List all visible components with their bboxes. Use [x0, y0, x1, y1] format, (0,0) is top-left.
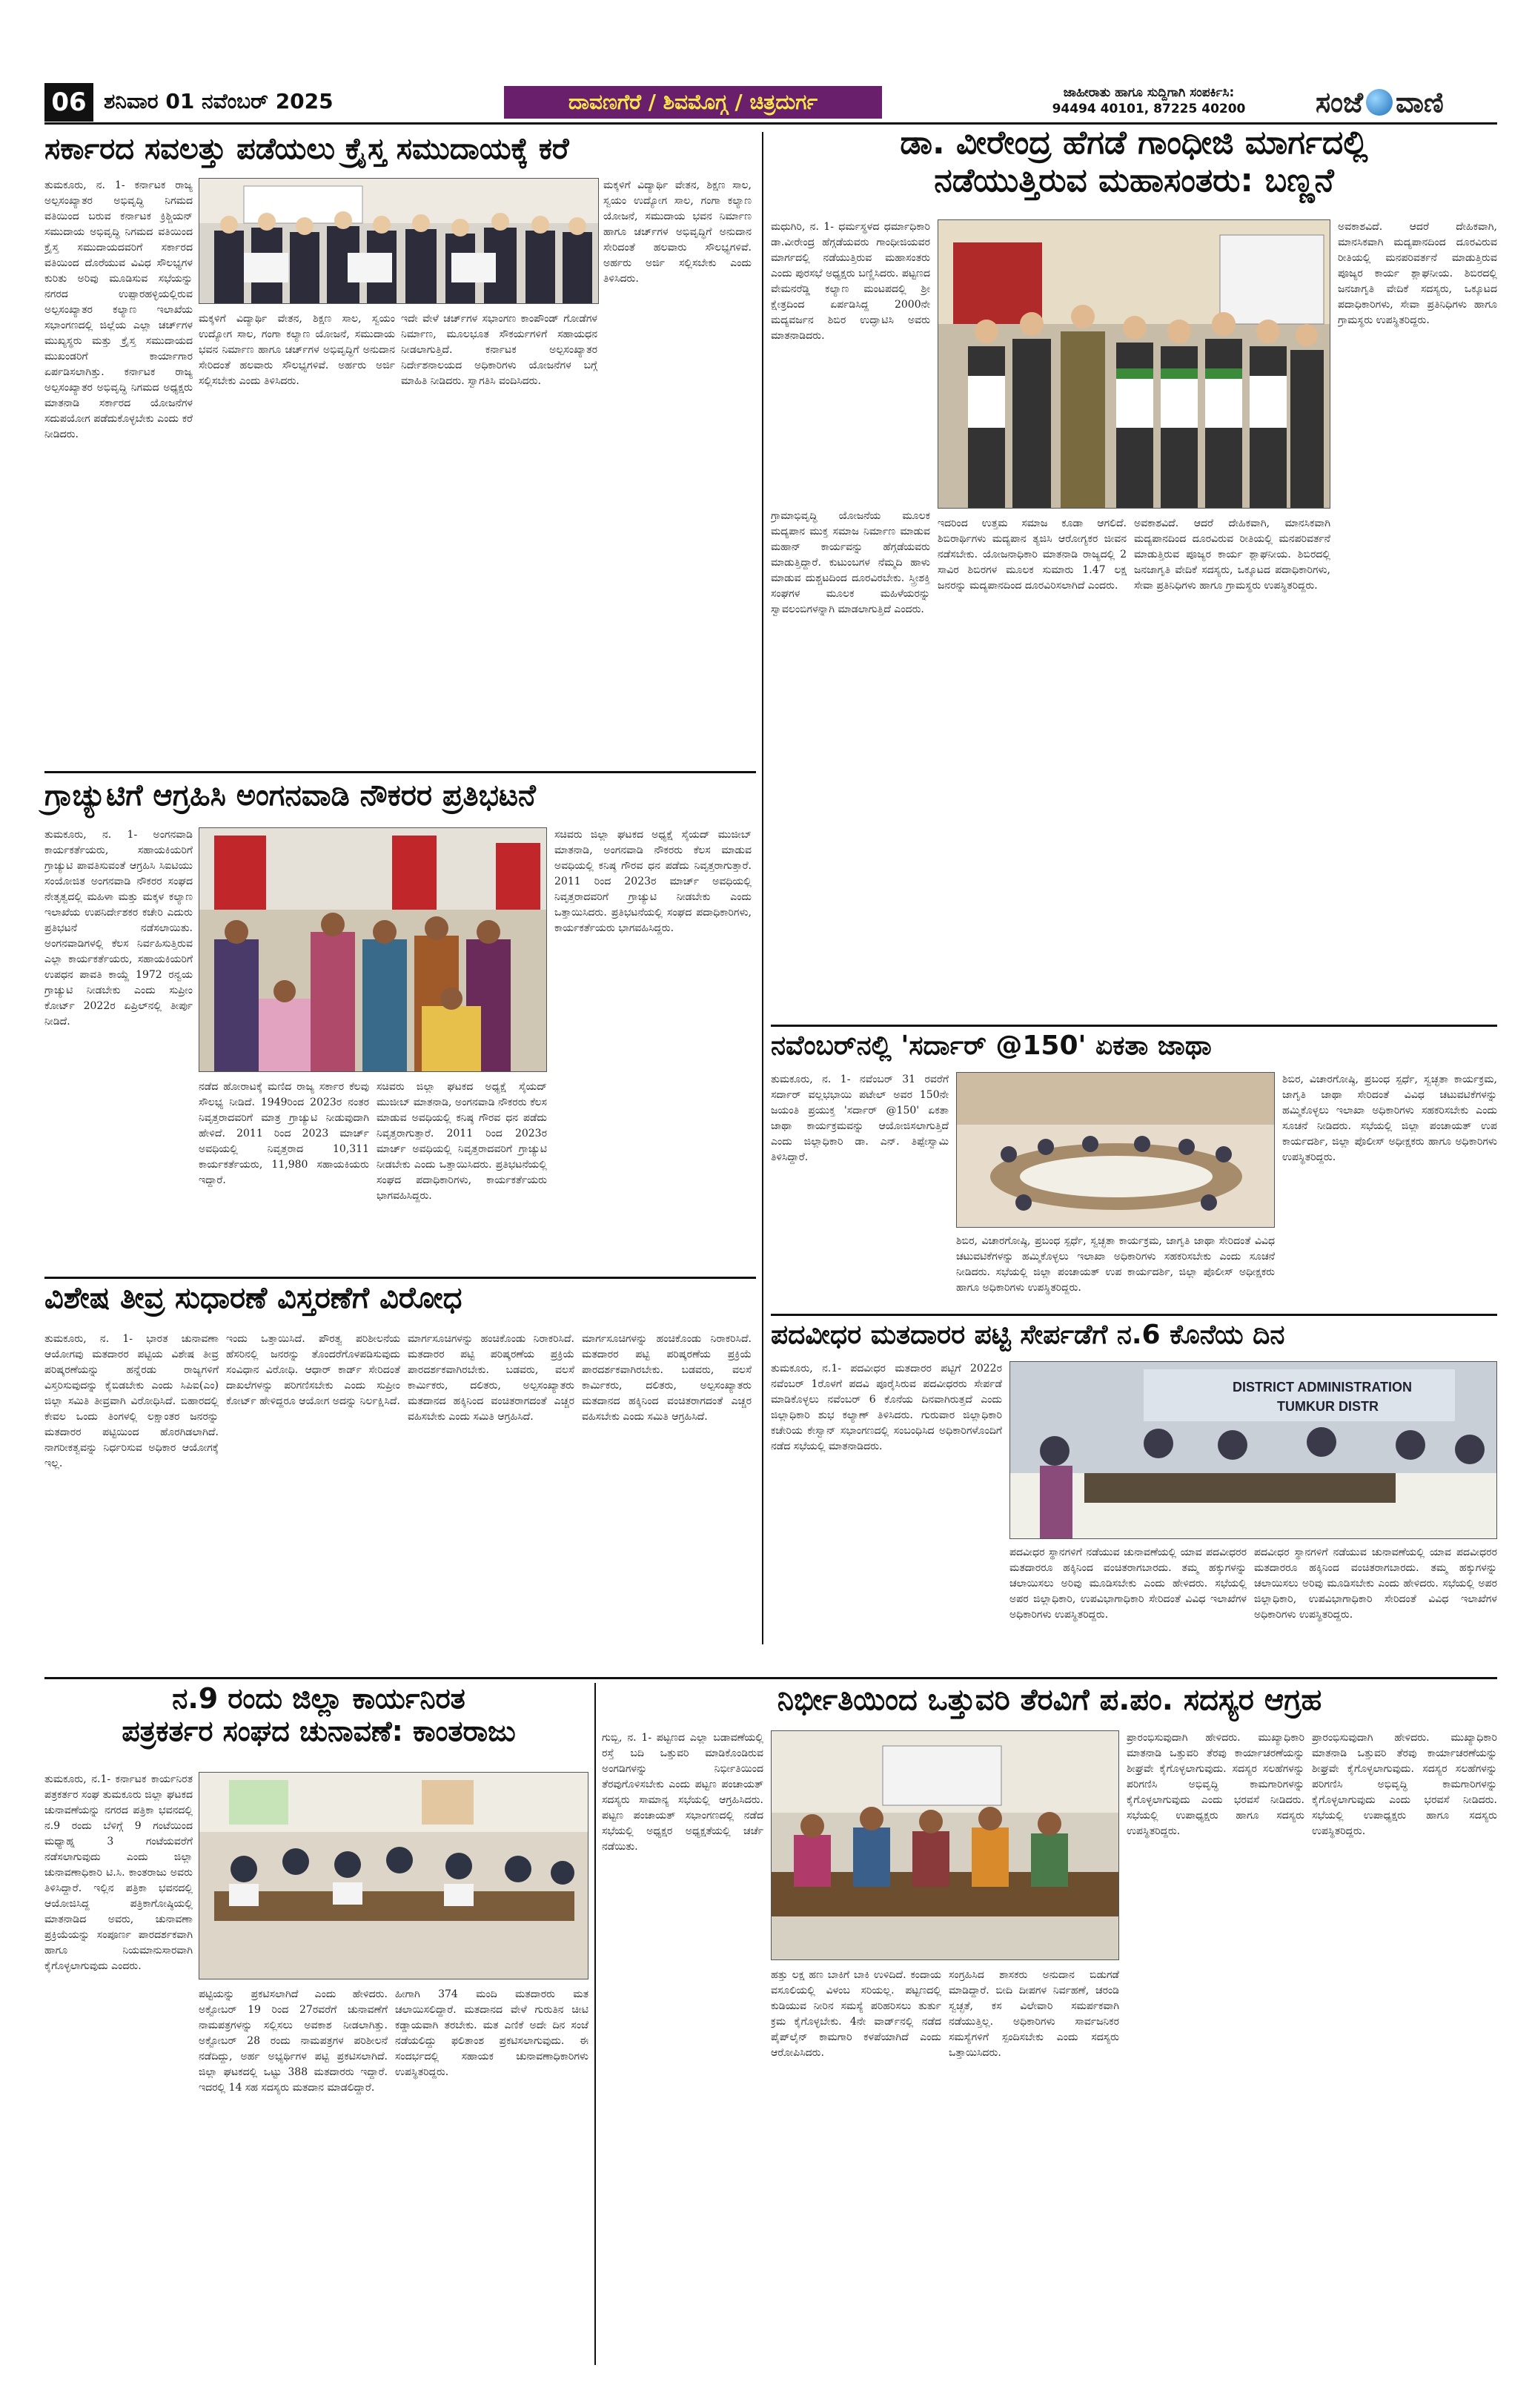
sardar-body-col-3: ಶಿಬಿರ, ವಿಚಾರಗೋಷ್ಠಿ, ಪ್ರಬಂಧ ಸ್ಪರ್ಧೆ, ಸ್ವಚ್ಛತಾ ಕಾರ್ಯಕ್ರಮ, ಜಾಗೃತಿ ಜಾಥಾ ಸೇರಿದಂತೆ ವಿವಿಧ ಚಟುವಟಿಕೆಗಳನ್ನು ಹಮ್ಮಿಕೊಳ್ಳಲು ಇಲಾಖಾ ಅಧಿಕಾರಿಗಳು ಸಹಕರಿಸಬೇಕು ಎಂದು ಸೂಚನೆ ನೀಡಿದರು. ಸಭೆಯಲ್ಲಿ ಜಿಲ್ಲಾ ಪಂಚಾಯತ್ ಉಪ ಕಾರ್ಯದರ್ಶಿ, ಜಿಲ್ಲಾ ಪೊಲೀಸ್ ಅಧೀಕ್ಷಕರು ಹಾಗೂ ಅಧಿಕಾರಿಗಳು ಉಪಸ್ಥಿತರಿದ್ದರು. [1282, 1074, 1497, 1163]
contact-info [1001, 85, 1297, 117]
hegde-body-col-3: ಇದರಿಂದ ಉತ್ತಮ ಸಮಾಜ ಕೂಡಾ ಆಗಲಿದೆ. ಶಿಬಿರಾರ್ಥಿಗಳು ಮದ್ಯಪಾನ ತ್ಯಜಿಸಿ ಆರೋಗ್ಯಕರ ಜೀವನ ನಡೆಸಬೇಕು. ಯೋಜನಾಧಿಕಾರಿ ಮಾತನಾಡಿ ರಾಜ್ಯದಲ್ಲಿ 2 ಸಾವಿರ ಶಿಬಿರಗಳ ಮೂಲಕ ಸುಮಾರು 1.47 ಲಕ್ಷ ಜನರನ್ನು ಮದ್ಯಪಾನದಿಂದ ದೂರವಿರಿಸಲಾಗಿದೆ ಎಂದರು. [938, 517, 1127, 592]
sir-body-col-2: ಇಂದು ಒತ್ತಾಯಿಸಿದೆ. ಪೌರತ್ವ ಪರಿಶೀಲನೆಯ ಹೆಸರಿನಲ್ಲಿ ಜನರನ್ನು ತೊಂದರೆಗೊಳಪಡಿಸುವುದು ಸಂವಿಧಾನ ವಿರೋಧಿ. ಆಧಾರ್ ಕಾರ್ಡ್ ಸೇರಿದಂತೆ ದಾಖಲೆಗಳನ್ನು ಪರಿಗಣಿಸಬೇಕು ಎಂದು ಸುಪ್ರೀಂ ಕೋರ್ಟ್ ಹೇಳಿದ್ದರೂ ಆಯೋಗ ಅದನ್ನು ನಿರ್ಲಕ್ಷಿಸಿದೆ. [226, 1333, 400, 1407]
sir-body-col-4: ಮಾರ್ಗಸೂಚಿಗಳನ್ನು ಹಂಚಿಕೊಂಡು ನಿರಾಕರಿಸಿದೆ. ಮತದಾರರ ಪಟ್ಟಿ ಪರಿಷ್ಕರಣೆಯ ಪ್ರಕ್ರಿಯೆ ಪಾರದರ್ಶಕವಾಗಿರಬೇಕು. ಬಡವರು, ವಲಸೆ ಕಾರ್ಮಿಕರು, ದಲಿತರು, ಅಲ್ಪಸಂಖ್ಯಾತರು ಮತದಾನದ ಹಕ್ಕಿನಿಂದ ವಂಚಿತರಾಗದಂತೆ ಎಚ್ಚರ ವಹಿಸಬೇಕು ಎಂದು ಸಮಿತಿ ಆಗ್ರಹಿಸಿದೆ. [582, 1333, 752, 1423]
hegde-headline-line-2: ನಡೆಯುತ್ತಿರುವ ಮಹಾಸಂತರು: ಬಣ್ಣನೆ [934, 161, 1334, 199]
voters-body-col-2: ಪದವೀಧರ ಸ್ಥಾನಗಳಿಗೆ ನಡೆಯುವ ಚುನಾವಣೆಯಲ್ಲಿ ಯಾವ ಪದವೀಧರರ ಮತದಾರರೂ ಹಕ್ಕಿನಿಂದ ವಂಚಿತರಾಗಬಾರದು. ತಮ್ಮ ಹಕ್ಕುಗಳನ್ನು ಚಲಾಯಿಸಲು ಅರಿವು ಮೂಡಿಸಬೇಕು ಎಂದು ಹೇಳಿದರು. ಸಭೆಯಲ್ಲಿ ಅಪರ ಜಿಲ್ಲಾಧಿಕಾರಿ, ಉಪವಿಭಾಗಾಧಿಕಾರಿ ಸೇರಿದಂತೆ ವಿವಿಧ ಇಲಾಖೆಗಳ ಅಧಿಕಾರಿಗಳು ಉಪಸ್ಥಿತರಿದ್ದರು. [1009, 1547, 1247, 1621]
hegde-headline [771, 125, 1497, 199]
newspaper-logo [1316, 83, 1497, 122]
voters-body-col-3: ಪದವೀಧರ ಸ್ಥಾನಗಳಿಗೆ ನಡೆಯುವ ಚುನಾವಣೆಯಲ್ಲಿ ಯಾವ ಪದವೀಧರರ ಮತದಾರರೂ ಹಕ್ಕಿನಿಂದ ವಂಚಿತರಾಗಬಾರದು. ತಮ್ಮ ಹಕ್ಕುಗಳನ್ನು ಚಲಾಯಿಸಲು ಅರಿವು ಮೂಡಿಸಬೇಕು ಎಂದು ಹೇಳಿದರು. ಸಭೆಯಲ್ಲಿ ಅಪರ ಜಿಲ್ಲಾಧಿಕಾರಿ, ಉಪವಿಭಾಗಾಧಿಕಾರಿ ಸೇರಿದಂತೆ ವಿವಿಧ ಇಲಾಖೆಗಳ ಅಧಿಕಾರಿಗಳು ಉಪಸ್ಥಿತರಿದ್ದರು. [1254, 1547, 1497, 1621]
encroach-body-col-4: ಪ್ರಾರಂಭಿಸುವುದಾಗಿ ಹೇಳಿದರು. ಮುಖ್ಯಾಧಿಕಾರಿ ಮಾತನಾಡಿ ಒತ್ತುವರಿ ತೆರವು ಕಾರ್ಯಾಚರಣೆಯನ್ನು ಶೀಘ್ರವೇ ಕೈಗೊಳ್ಳಲಾಗುವುದು. ಸದಸ್ಯರ ಸಲಹೆಗಳನ್ನು ಪರಿಗಣಿಸಿ ಅಭಿವೃದ್ಧಿ ಕಾಮಗಾರಿಗಳನ್ನು ಕೈಗೊಳ್ಳಲಾಗುವುದು ಎಂದು ಭರವಸೆ ನೀಡಿದರು. ಸಭೆಯಲ್ಲಿ ಉಪಾಧ್ಯಕ್ಷರು ಹಾಗೂ ಸದಸ್ಯರು ಉಪಸ್ಥಿತರಿದ್ದರು. [1127, 1732, 1304, 1837]
press-body-col-1: ತುಮಕೂರು, ನ.1- ಕರ್ನಾಟಕ ಕಾರ್ಯನಿರತ ಪತ್ರಕರ್ತರ ಸಂಘ ತುಮಕೂರು ಜಿಲ್ಲಾ ಘಟಕದ ಚುನಾವಣೆಯನ್ನು ನಗರದ ಪತ್ರಿಕಾ ಭವನದಲ್ಲಿ ನ.9 ರಂದು ಬೆಳಿಗ್ಗೆ 9 ಗಂಟೆಯಿಂದ ಮಧ್ಯಾಹ್ನ 3 ಗಂಟೆಯವರೆಗೆ ನಡೆಸಲಾಗುವುದು ಎಂದು ಜಿಲ್ಲಾ ಚುನಾವಣಾಧಿಕಾರಿ ಟಿ.ಸಿ. ಕಾಂತರಾಜು ಅವರು ತಿಳಿಸಿದ್ದಾರೆ. ಇಲ್ಲಿನ ಪತ್ರಿಕಾ ಭವನದಲ್ಲಿ ಆಯೋಜಿಸಿದ್ದ ಪತ್ರಿಕಾಗೋಷ್ಠಿಯಲ್ಲಿ ಮಾತನಾಡಿದ ಅವರು, ಚುನಾವಣಾ ಪ್ರಕ್ರಿಯೆಯನ್ನು ಸಂಪೂರ್ಣ ಪಾರದರ್ಶಕವಾಗಿ ಹಾಗೂ ನಿಯಮಾನುಸಾರವಾಗಿ ಕೈಗೊಳ್ಳಲಾಗುವುದು ಎಂದರು. [44, 1773, 193, 1972]
divider-horizontal [44, 1677, 1497, 1679]
anganwadi-body-col-2: ನಡೆದ ಹೋರಾಟಕ್ಕೆ ಮಣಿದ ರಾಜ್ಯ ಸರ್ಕಾರ ಕೆಲವು ಸೌಲಭ್ಯ ನೀಡಿದೆ. 1949ರಿಂದ 2023ರ ನಂತರ ನಿವೃತ್ತರಾದವರಿಗೆ ಮಾತ್ರ ಗ್ರಾಚ್ಯುಟಿ ನೀಡುವುದಾಗಿ ಹೇಳಿದೆ. 2011 ರಿಂದ 2023 ಮಾರ್ಚ್ ಅವಧಿಯಲ್ಲಿ ನಿವೃತ್ತರಾದ 10,311 ಕಾರ್ಯಕರ್ತೆಯರು, 11,980 ಸಹಾಯಕಿಯರು ಇದ್ದಾರೆ. [199, 1081, 369, 1186]
encroach-headline: ನಿರ್ಭೀತಿಯಿಂದ ಒತ್ತುವರಿ ತೆರವಿಗೆ ಪ.ಪಂ. ಸದಸ್ಯರ ಆಗ್ರಹ [777, 1683, 1322, 1717]
sardar-body-col-1: ತುಮಕೂರು, ನ. 1- ನವೆಂಬರ್ 31 ರವರೆಗೆ ಸರ್ದಾರ್ ವಲ್ಲಭಭಾಯಿ ಪಟೇಲ್ ಅವರ 150ನೇ ಜಯಂತಿ ಪ್ರಯುಕ್ತ 'ಸರ್ದಾರ್ @150' ಏಕತಾ ಜಾಥಾ ಕಾರ್ಯಕ್ರಮವನ್ನು ಆಯೋಜಿಸಲಾಗುತ್ತಿದೆ ಎಂದು ಜಿಲ್ಲಾಧಿಕಾರಿ ಡಾ. ಎನ್. ತಿಪ್ಪೇಸ್ವಾಮಿ ತಿಳಿಸಿದ್ದಾರೆ. [771, 1074, 949, 1163]
edition-banner: ದಾವಣಗೆರೆ / ಶಿವಮೊಗ್ಗ / ಚಿತ್ರದುರ್ಗ [504, 86, 882, 119]
hegde-photo [938, 219, 1330, 509]
encroach-body-col-5: ಪ್ರಾರಂಭಿಸುವುದಾಗಿ ಹೇಳಿದರು. ಮುಖ್ಯಾಧಿಕಾರಿ ಮಾತನಾಡಿ ಒತ್ತುವರಿ ತೆರವು ಕಾರ್ಯಾಚರಣೆಯನ್ನು ಶೀಘ್ರವೇ ಕೈಗೊಳ್ಳಲಾಗುವುದು. ಸದಸ್ಯರ ಸಲಹೆಗಳನ್ನು ಪರಿಗಣಿಸಿ ಅಭಿವೃದ್ಧಿ ಕಾಮಗಾರಿಗಳನ್ನು ಕೈಗೊಳ್ಳಲಾಗುವುದು ಎಂದು ಭರವಸೆ ನೀಡಿದರು. ಸಭೆಯಲ್ಲಿ ಉಪಾಧ್ಯಕ್ಷರು ಹಾಗೂ ಸದಸ್ಯರು ಉಪಸ್ಥಿತರಿದ್ದರು. [1312, 1732, 1497, 1837]
encroach-photo [771, 1730, 1119, 1960]
encroach-body-col-3: ಸಂಗ್ರಹಿಸಿದ ಶಾಸಕರು ಅನುದಾನ ಬಿಡುಗಡೆ ಮಾಡಿದ್ದಾರೆ. ಬೀದಿ ದೀಪಗಳ ನಿರ್ವಹಣೆ, ಚರಂಡಿ ಸ್ವಚ್ಛತೆ, ಕಸ ವಿಲೇವಾರಿ ಸಮರ್ಪಕವಾಗಿ ನಡೆಯುತ್ತಿಲ್ಲ. ಅಧಿಕಾರಿಗಳು ಸಾರ್ವಜನಿಕರ ಸಮಸ್ಯೆಗಳಿಗೆ ಸ್ಪಂದಿಸಬೇಕು ಎಂದು ಸದಸ್ಯರು ಒತ್ತಾಯಿಸಿದರು. [949, 1969, 1119, 2059]
sir-body-col-3: ಮಾರ್ಗಸೂಚಿಗಳನ್ನು ಹಂಚಿಕೊಂಡು ನಿರಾಕರಿಸಿದೆ. ಮತದಾರರ ಪಟ್ಟಿ ಪರಿಷ್ಕರಣೆಯ ಪ್ರಕ್ರಿಯೆ ಪಾರದರ್ಶಕವಾಗಿರಬೇಕು. ಬಡವರು, ವಲಸೆ ಕಾರ್ಮಿಕರು, ದಲಿತರು, ಅಲ್ಪಸಂಖ್ಯಾತರು ಮತದಾನದ ಹಕ್ಕಿನಿಂದ ವಂಚಿತರಾಗದಂತೆ ಎಚ್ಚರ ವಹಿಸಬೇಕು ಎಂದು ಸಮಿತಿ ಆಗ್ರಹಿಸಿದೆ. [408, 1333, 574, 1423]
encroach-body-col-2: ಹತ್ತು ಲಕ್ಷ ಹಣ ಬಾಕಿಗೆ ಬಾಕಿ ಉಳಿದಿದೆ. ಕಂದಾಯ ವಸೂಲಿಯಲ್ಲಿ ವಿಳಂಬ ಸರಿಯಲ್ಲ. ಪಟ್ಟಣದಲ್ಲಿ ಕುಡಿಯುವ ನೀರಿನ ಸಮಸ್ಯೆ ಪರಿಹರಿಸಲು ತುರ್ತು ಕ್ರಮ ಕೈಗೊಳ್ಳಬೇಕು. 4ನೇ ವಾರ್ಡ್‌ನಲ್ಲಿ ನಡೆದ ಪೈಪ್‌ಲೈನ್ ಕಾಮಗಾರಿ ಕಳಪೆಯಾಗಿದೆ ಎಂದು ಆರೋಪಿಸಿದರು. [771, 1969, 941, 2059]
hegde-body-col-5: ಅವಕಾಶವಿದೆ. ಆದರೆ ದೇಹಿಕವಾಗಿ, ಮಾನಸಿಕವಾಗಿ ಮದ್ಯಪಾನದಿಂದ ದೂರವಿರುವ ರೀತಿಯಲ್ಲಿ ಮನಪರಿವರ್ತನೆ ಮಾಡುತ್ತಿರುವ ಪೂಜ್ಯರ ಕಾರ್ಯ ಶ್ಲಾಘನೀಯ. ಶಿಬಿರದಲ್ಲಿ ಜನಜಾಗೃತಿ ವೇದಿಕೆ ಸದಸ್ಯರು, ಒಕ್ಕೂಟದ ಪದಾಧಿಕಾರಿಗಳು, ಸೇವಾ ಪ್ರತಿನಿಧಿಗಳು ಹಾಗೂ ಗ್ರಾಮಸ್ಥರು ಉಪಸ್ಥಿತರಿದ್ದರು. [1338, 221, 1497, 326]
anganwadi-photo [199, 827, 547, 1072]
encroach-body-col-1: ಗುಬ್ಬಿ, ನ. 1- ಪಟ್ಟಣದ ಎಲ್ಲಾ ಬಡಾವಣೆಯಲ್ಲಿ ರಸ್ತೆ ಬದಿ ಒತ್ತುವರಿ ಮಾಡಿಕೊಂಡಿರುವ ಅಂಗಡಿಗಳನ್ನು ನಿರ್ಭೀತಿಯಿಂದ ತೆರವುಗೊಳಿಸಬೇಕು ಎಂದು ಪಟ್ಟಣ ಪಂಚಾಯತ್ ಸದಸ್ಯರು ಸಾಮಾನ್ಯ ಸಭೆಯಲ್ಲಿ ಆಗ್ರಹಿಸಿದರು. ಪಟ್ಟಣ ಪಂಚಾಯತ್ ಸಭಾಂಗಣದಲ್ಲಿ ನಡೆದ ಸಭೆಯಲ್ಲಿ ಅಧ್ಯಕ್ಷರ ಅಧ್ಯಕ್ಷತೆಯಲ್ಲಿ ಚರ್ಚೆ ನಡೆಯಿತು. [602, 1732, 763, 1853]
press-body-col-3: ಹೀಗಾಗಿ 374 ಮಂದಿ ಮತದಾರರು ಮತ ಚಲಾಯಿಸಲಿದ್ದಾರೆ. ಮತದಾನದ ವೇಳೆ ಗುರುತಿನ ಚೀಟಿ ಕಡ್ಡಾಯವಾಗಿ ತರಬೇಕು. ಮತ ಎಣಿಕೆ ಅದೇ ದಿನ ಸಂಜೆ ನಡೆಯಲಿದ್ದು ಫಲಿತಾಂಶ ಪ್ರಕಟಿಸಲಾಗುವುದು. ಈ ಸಂದರ್ಭದಲ್ಲಿ ಸಹಾಯಕ ಚುನಾವಣಾಧಿಕಾರಿಗಳು ಉಪಸ್ಥಿತರಿದ್ದರು. [395, 1988, 588, 2078]
divider-horizontal [771, 1025, 1497, 1027]
divider-vertical [594, 1683, 596, 2365]
globe-icon [1366, 89, 1393, 116]
voters-headline: ಪದವೀಧರ ಮತದಾರರ ಪಟ್ಟಿ ಸೇರ್ಪಡೆಗೆ ನ.6 ಕೊನೆಯ ದಿನ [771, 1320, 1285, 1350]
divider-horizontal [44, 771, 756, 773]
sir-body-col-1: ತುಮಕೂರು, ನ. 1- ಭಾರತ ಚುನಾವಣಾ ಆಯೋಗವು ಮತದಾರರ ಪಟ್ಟಿಯ ವಿಶೇಷ ತೀವ್ರ ಪರಿಷ್ಕರಣೆಯನ್ನು ಹನ್ನೆರಡು ರಾಜ್ಯಗಳಿಗೆ ವಿಸ್ತರಿಸುವುದನ್ನು ಕೈಬಿಡಬೇಕು ಎಂದು ಸಿಪಿಐ(ಎಂ) ಜಿಲ್ಲಾ ಸಮಿತಿ ತೀವ್ರವಾಗಿ ವಿರೋಧಿಸಿದೆ. ಬಿಹಾರದಲ್ಲಿ ಕೇವಲ ಒಂದು ತಿಂಗಳಲ್ಲಿ ಲಕ್ಷಾಂತರ ಜನರನ್ನು ಮತದಾರರ ಪಟ್ಟಿಯಿಂದ ಹೊರಗಿಡಲಾಗಿದೆ. ನಾಗರೀಕತ್ವವನ್ನು ನಿರ್ಧರಿಸುವ ಅಧಿಕಾರ ಆಯೋಗಕ್ಕೆ ಇಲ್ಲ. [44, 1333, 219, 1469]
sardar-photo [956, 1072, 1275, 1228]
christian-body-col-2: ಮಕ್ಕಳಿಗೆ ವಿದ್ಯಾರ್ಥಿ ವೇತನ, ಶಿಕ್ಷಣ ಸಾಲ, ಸ್ವಯಂ ಉದ್ಯೋಗ ಸಾಲ, ಗಂಗಾ ಕಲ್ಯಾಣ ಯೋಜನೆ, ಸಮುದಾಯ ಭವನ ನಿರ್ಮಾಣ ಹಾಗೂ ಚರ್ಚ್‌ಗಳ ಅಭಿವೃದ್ಧಿಗೆ ಅನುದಾನ ಸೇರಿದಂತೆ ಹಲವಾರು ಸೌಲಭ್ಯಗಳಿವೆ. ಅರ್ಹರು ಅರ್ಜಿ ಸಲ್ಲಿಸಬೇಕು ಎಂದು ತಿಳಿಸಿದರು. [199, 313, 395, 387]
contact-line-2: 94494 40101, 87225 40200 [1052, 102, 1246, 116]
christian-body-col-3: ಇದೇ ವೇಳೆ ಚರ್ಚ್‌ಗಳ ಸಭಾಂಗಣ ಕಾಂಪೌಂಡ್ ಗೋಡೆಗಳ ನಿರ್ಮಾಣ, ಮೂಲಭೂತ ಸೌಕರ್ಯಗಳಿಗೆ ಸಹಾಯಧನ ನೀಡಲಾಗುತ್ತಿದೆ. ಕರ್ನಾಟಕ ಅಲ್ಪಸಂಖ್ಯಾತರ ನಿರ್ದೇಶನಾಲಯದ ಅಧಿಕಾರಿಗಳು ಯೋಜನೆಗಳ ಬಗ್ಗೆ ಮಾಹಿತಿ ನೀಡಿದರು. ಸ್ವಾಗತಿಸಿ ವಂದಿಸಿದರು. [401, 313, 597, 387]
hegde-photo-image [938, 220, 1330, 509]
page-number: 06 [44, 83, 93, 122]
christian-headline: ಸರ್ಕಾರದ ಸವಲತ್ತು ಪಡೆಯಲು ಕ್ರೈಸ್ತ ಸಮುದಾಯಕ್ಕೆ ಕರೆ [44, 132, 569, 166]
press-headline [44, 1683, 593, 1747]
contact-line-1: ಜಾಹೀರಾತು ಹಾಗೂ ಸುದ್ದಿಗಾಗಿ ಸಂಪರ್ಕಿಸಿ: [1063, 85, 1235, 100]
hegde-body-col-4: ಅವಕಾಶವಿದೆ. ಆದರೆ ದೇಹಿಕವಾಗಿ, ಮಾನಸಿಕವಾಗಿ ಮದ್ಯಪಾನದಿಂದ ದೂರವಿರುವ ರೀತಿಯಲ್ಲಿ ಮನಪರಿವರ್ತನೆ ಮಾಡುತ್ತಿರುವ ಪೂಜ್ಯರ ಕಾರ್ಯ ಶ್ಲಾಘನೀಯ. ಶಿಬಿರದಲ್ಲಿ ಜನಜಾಗೃತಿ ವೇದಿಕೆ ಸದಸ್ಯರು, ಒಕ್ಕೂಟದ ಪದಾಧಿಕಾರಿಗಳು, ಸೇವಾ ಪ್ರತಿನಿಧಿಗಳು ಹಾಗೂ ಗ್ರಾಮಸ್ಥರು ಉಪಸ್ಥಿತರಿದ್ದರು. [1134, 517, 1330, 592]
divider-horizontal [44, 1277, 756, 1279]
dateline: ಶನಿವಾರ 01 ನವೆಂಬರ್ 2025 [104, 89, 334, 113]
sardar-body-col-2: ಶಿಬಿರ, ವಿಚಾರಗೋಷ್ಠಿ, ಪ್ರಬಂಧ ಸ್ಪರ್ಧೆ, ಸ್ವಚ್ಛತಾ ಕಾರ್ಯಕ್ರಮ, ಜಾಗೃತಿ ಜಾಥಾ ಸೇರಿದಂತೆ ವಿವಿಧ ಚಟುವಟಿಕೆಗಳನ್ನು ಹಮ್ಮಿಕೊಳ್ಳಲು ಇಲಾಖಾ ಅಧಿಕಾರಿಗಳು ಸಹಕರಿಸಬೇಕು ಎಂದು ಸೂಚನೆ ನೀಡಿದರು. ಸಭೆಯಲ್ಲಿ ಜಿಲ್ಲಾ ಪಂಚಾಯತ್ ಉಪ ಕಾರ್ಯದರ್ಶಿ, ಜಿಲ್ಲಾ ಪೊಲೀಸ್ ಅಧೀಕ್ಷಕರು ಹಾಗೂ ಅಧಿಕಾರಿಗಳು ಉಪಸ್ಥಿತರಿದ್ದರು. [956, 1235, 1275, 1294]
press-photo [199, 1772, 588, 1979]
christian-body-col-4: ಮಕ್ಕಳಿಗೆ ವಿದ್ಯಾರ್ಥಿ ವೇತನ, ಶಿಕ್ಷಣ ಸಾಲ, ಸ್ವಯಂ ಉದ್ಯೋಗ ಸಾಲ, ಗಂಗಾ ಕಲ್ಯಾಣ ಯೋಜನೆ, ಸಮುದಾಯ ಭವನ ನಿರ್ಮಾಣ ಹಾಗೂ ಚರ್ಚ್‌ಗಳ ಅಭಿವೃದ್ಧಿಗೆ ಅನುದಾನ ಸೇರಿದಂತೆ ಹಲವಾರು ಸೌಲಭ್ಯಗಳಿವೆ. ಅರ್ಹರು ಅರ್ಜಿ ಸಲ್ಲಿಸಬೇಕು ಎಂದು ತಿಳಿಸಿದರು. [603, 179, 752, 285]
dc-banner-line-1: DISTRICT ADMINISTRATION [1233, 1380, 1412, 1395]
voters-photo [1009, 1361, 1497, 1539]
christian-body-col-1: ತುಮಕೂರು, ನ. 1- ಕರ್ನಾಟಕ ರಾಜ್ಯ ಅಲ್ಪಸಂಖ್ಯಾತರ ಅಭಿವೃದ್ಧಿ ನಿಗಮದ ವತಿಯಿಂದ ಬರುವ ಕರ್ನಾಟಕ ಕ್ರಿಶ್ಚಿಯನ್ ಸಮುದಾಯ ಅಭಿವೃದ್ಧಿ ನಿಗಮದ ವತಿಯಿಂದ ಕ್ರೈಸ್ತ ಸಮುದಾಯದವರಿಗೆ ಸರ್ಕಾರದ ವತಿಯಿಂದ ದೊರೆಯುವ ವಿವಿಧ ಸೌಲಭ್ಯಗಳ ಕುರಿತು ಅರಿವು ಮೂಡಿಸುವ ಸಭೆಯನ್ನು ನಗರದ ಉಪ್ಪಾರಹಳ್ಳಿಯಲ್ಲಿರುವ ಅಲ್ಪಸಂಖ್ಯಾತರ ಕಲ್ಯಾಣ ಇಲಾಖೆಯ ಸಭಾಂಗಣದಲ್ಲಿ ಜಿಲ್ಲೆಯ ಎಲ್ಲಾ ಚರ್ಚ್‌ಗಳ ಮುಖ್ಯಸ್ಥರು ಮತ್ತು ಕ್ರೈಸ್ತ ಸಮುದಾಯದ ಮುಖಂಡರಿಗೆ ಕಾರ್ಯಾಗಾರ ಏರ್ಪಡಿಸಲಾಗಿತ್ತು. ಕರ್ನಾಟಕ ರಾಜ್ಯ ಅಲ್ಪಸಂಖ್ಯಾತರ ಅಭಿವೃದ್ಧಿ ನಿಗಮದ ಅಧ್ಯಕ್ಷರು ಮಾತನಾಡಿ ಸರ್ಕಾರದ ಯೋಜನೆಗಳ ಸದುಪಯೋಗ ಪಡೆದುಕೊಳ್ಳಬೇಕು ಎಂದು ಕರೆ ನೀಡಿದರು. [44, 179, 193, 440]
logo-text-left: ಸಂಜೆ [1316, 85, 1364, 119]
hegde-body-col-1: ಮಧುಗಿರಿ, ನ. 1- ಧರ್ಮಸ್ಥಳದ ಧರ್ಮಾಧಿಕಾರಿ ಡಾ.ವೀರೇಂದ್ರ ಹೆಗ್ಗಡೆಯವರು ಗಾಂಧೀಜಿಯವರ ಮಾರ್ಗದಲ್ಲಿ ನಡೆಯುತ್ತಿರುವ ಮಹಾಸಂತರು ಎಂದು ಪುರಸಭೆ ಅಧ್ಯಕ್ಷರು ಬಣ್ಣಿಸಿದರು. ಪಟ್ಟಣದ ವೇಮನರೆಡ್ಡಿ ಕಲ್ಯಾಣ ಮಂಟಪದಲ್ಲಿ ಶ್ರೀ ಕ್ಷೇತ್ರದಿಂದ ಏರ್ಪಡಿಸಿದ್ದ 2000ನೇ ಮದ್ಯವರ್ಜನ ಶಿಬಿರ ಉದ್ಘಾಟಿಸಿ ಅವರು ಮಾತನಾಡಿದರು. [771, 221, 930, 342]
hegde-body-col-2: ಗ್ರಾಮಾಭಿವೃದ್ಧಿ ಯೋಜನೆಯ ಮೂಲಕ ಮದ್ಯಪಾನ ಮುಕ್ತ ಸಮಾಜ ನಿರ್ಮಾಣ ಮಾಡುವ ಮಹಾನ್ ಕಾರ್ಯವನ್ನು ಹೆಗ್ಗಡೆಯವರು ಮಾಡುತ್ತಿದ್ದಾರೆ. ಕುಟುಂಬಗಳ ನೆಮ್ಮದಿ ಹಾಳು ಮಾಡುವ ದುಶ್ಚಟದಿಂದ ದೂರವಿರಬೇಕು. ಸ್ತ್ರೀಶಕ್ತಿ ಸಂಘಗಳ ಮೂಲಕ ಮಹಿಳೆಯರನ್ನು ಸ್ವಾವಲಂಬಿಗಳನ್ನಾಗಿ ಮಾಡಲಾಗುತ್ತಿದೆ ಎಂದರು. [771, 510, 930, 615]
sir-headline: ವಿಶೇಷ ತೀವ್ರ ಸುಧಾರಣೆ ವಿಸ್ತರಣೆಗೆ ವಿರೋಧ [44, 1281, 462, 1315]
sardar-headline: ನವೆಂಬರ್‌ನಲ್ಲಿ 'ಸರ್ದಾರ್ @150' ಏಕತಾ ಜಾಥಾ [771, 1031, 1212, 1061]
press-headline-line-2: ಪತ್ರಕರ್ತರ ಸಂಘದ ಚುನಾವಣೆ: ಕಾಂತರಾಜು [122, 1714, 516, 1747]
logo-text-right: ವಾಣಿ [1396, 85, 1444, 119]
press-headline-line-1: ನ.9 ರಂದು ಜಿಲ್ಲಾ ಕಾರ್ಯನಿರತ [172, 1682, 465, 1715]
press-body-col-2: ಪಟ್ಟಿಯನ್ನು ಪ್ರಕಟಿಸಲಾಗಿದೆ ಎಂದು ಹೇಳಿದರು. ಅಕ್ಟೋಬರ್ 19 ರಿಂದ 27ರವರೆಗೆ ಚುನಾವಣೆಗೆ ನಾಮಪತ್ರಗಳನ್ನು ಸಲ್ಲಿಸಲು ಅವಕಾಶ ನೀಡಲಾಗಿತ್ತು. ಅಕ್ಟೋಬರ್ 28 ರಂದು ನಾಮಪತ್ರಗಳ ಪರಿಶೀಲನೆ ನಡೆದಿದ್ದು, ಅರ್ಹ ಅಭ್ಯರ್ಥಿಗಳ ಪಟ್ಟಿ ಪ್ರಕಟಿಸಲಾಗಿದೆ. ಜಿಲ್ಲಾ ಘಟಕದಲ್ಲಿ ಒಟ್ಟು 388 ಮತದಾರರು ಇದ್ದಾರೆ. ಇದರಲ್ಲಿ 14 ಸಹ ಸದಸ್ಯರು ಮತದಾನ ಮಾಡಲಿದ್ದಾರೆ. [199, 1988, 388, 2094]
christian-photo-image [199, 179, 599, 304]
divider-horizontal [771, 1314, 1497, 1316]
encroach-photo-image [772, 1731, 1119, 1960]
anganwadi-headline: ಗ್ರಾಚ್ಯುಟಿಗೆ ಆಗ್ರಹಿಸಿ ಅಂಗನವಾಡಿ ನೌಕರರ ಪ್ರತಿಭಟನೆ [44, 778, 536, 813]
press-photo-image [199, 1773, 588, 1979]
anganwadi-photo-image [199, 828, 547, 1072]
sardar-photo-image [957, 1073, 1275, 1228]
hegde-headline-line-1: ಡಾ. ವೀರೇಂದ್ರ ಹೆಗಡೆ ಗಾಂಧೀಜಿ ಮಾರ್ಗದಲ್ಲಿ [900, 124, 1368, 162]
masthead [44, 83, 1497, 125]
anganwadi-body-col-4: ಸಚಿವರು ಜಿಲ್ಲಾ ಘಟಕದ ಅಧ್ಯಕ್ಷೆ ಸೈಯದ್ ಮುಜೀಬ್ ಮಾತನಾಡಿ, ಅಂಗನವಾಡಿ ನೌಕರರು ಕೆಲಸ ಮಾಡುವ ಅವಧಿಯಲ್ಲಿ ಕನಿಷ್ಠ ಗೌರವ ಧನ ಪಡೆದು ನಿವೃತ್ತರಾಗುತ್ತಾರೆ. 2011 ರಿಂದ 2023ರ ಮಾರ್ಚ್ ಅವಧಿಯಲ್ಲಿ ನಿವೃತ್ತರಾದವರಿಗೆ ಗ್ರಾಚ್ಯುಟಿ ನೀಡಬೇಕು ಎಂದು ಒತ್ತಾಯಿಸಿದರು. ಪ್ರತಿಭಟನೆಯಲ್ಲಿ ಸಂಘದ ಪದಾಧಿಕಾರಿಗಳು, ಕಾರ್ಯಕರ್ತೆಯರು ಭಾಗವಹಿಸಿದ್ದರು. [554, 829, 752, 934]
anganwadi-body-col-3: ಸಚಿವರು ಜಿಲ್ಲಾ ಘಟಕದ ಅಧ್ಯಕ್ಷೆ ಸೈಯದ್ ಮುಜೀಬ್ ಮಾತನಾಡಿ, ಅಂಗನವಾಡಿ ನೌಕರರು ಕೆಲಸ ಮಾಡುವ ಅವಧಿಯಲ್ಲಿ ಕನಿಷ್ಠ ಗೌರವ ಧನ ಪಡೆದು ನಿವೃತ್ತರಾಗುತ್ತಾರೆ. 2011 ರಿಂದ 2023ರ ಮಾರ್ಚ್ ಅವಧಿಯಲ್ಲಿ ನಿವೃತ್ತರಾದವರಿಗೆ ಗ್ರಾಚ್ಯುಟಿ ನೀಡಬೇಕು ಎಂದು ಒತ್ತಾಯಿಸಿದರು. ಪ್ರತಿಭಟನೆಯಲ್ಲಿ ಸಂಘದ ಪದಾಧಿಕಾರಿಗಳು, ಕಾರ್ಯಕರ್ತೆಯರು ಭಾಗವಹಿಸಿದ್ದರು. [377, 1081, 547, 1202]
voters-body-col-1: ತುಮಕೂರು, ನ.1- ಪದವೀಧರ ಮತದಾರರ ಪಟ್ಟಿಗೆ 2022ರ ನವೆಂಬರ್ 1ರೊಳಗೆ ಪದವಿ ಪೂರೈಸಿರುವ ಪದವೀಧರರು ಸೇರ್ಪಡೆ ಮಾಡಿಕೊಳ್ಳಲು ನವೆಂಬರ್ 6 ಕೊನೆಯ ದಿನವಾಗಿರುತ್ತದೆ ಎಂದು ಜಿಲ್ಲಾಧಿಕಾರಿ ಶುಭ ಕಲ್ಯಾಣ್ ತಿಳಿಸಿದರು. ಗುರುವಾರ ಜಿಲ್ಲಾಧಿಕಾರಿ ಕಚೇರಿಯ ಕೇಸ್ವಾನ್ ಸಭಾಂಗಣದಲ್ಲಿ ಸಂಬಂಧಿಸಿದ ಅಧಿಕಾರಿಗಳೊಂದಿಗೆ ನಡೆದ ಸಭೆಯಲ್ಲಿ ಮಾತನಾಡಿದರು. [771, 1363, 1002, 1452]
voters-photo-image [1010, 1362, 1497, 1539]
anganwadi-body-col-1: ತುಮಕೂರು, ನ. 1- ಅಂಗನವಾಡಿ ಕಾರ್ಯಕರ್ತೆಯರು, ಸಹಾಯಕಿಯರಿಗೆ ಗ್ರಾಚ್ಯುಟಿ ಪಾವತಿಸುವಂತೆ ಆಗ್ರಹಿಸಿ ಸಿಐಟಿಯು ಸಂಯೋಜಿತ ಅಂಗನವಾಡಿ ನೌಕರರ ಸಂಘದ ನೇತೃತ್ವದಲ್ಲಿ ಮಹಿಳಾ ಮತ್ತು ಮಕ್ಕಳ ಕಲ್ಯಾಣ ಇಲಾಖೆಯ ಉಪನಿರ್ದೇಶಕರ ಕಚೇರಿ ಎದುರು ಪ್ರತಿಭಟನೆ ನಡೆಸಲಾಯಿತು. ಅಂಗನವಾಡಿಗಳಲ್ಲಿ ಕೆಲಸ ನಿರ್ವಹಿಸುತ್ತಿರುವ ಎಲ್ಲಾ ಕಾರ್ಯಕರ್ತೆಯರು, ಸಹಾಯಕಿಯರಿಗೆ ಉಪಧನ ಪಾವತಿ ಕಾಯ್ದೆ 1972 ರನ್ವಯ ಗ್ರಾಚ್ಯುಟಿ ನೀಡಬೇಕು ಎಂದು ಸುಪ್ರೀಂ ಕೋರ್ಟ್ 2022ರ ಏಪ್ರಿಲ್‌ನಲ್ಲಿ ತೀರ್ಪು ನೀಡಿದೆ. [44, 829, 193, 1028]
christian-photo [199, 178, 599, 304]
divider-vertical [762, 132, 763, 1644]
dc-banner-line-2: TUMKUR DISTR [1277, 1399, 1379, 1414]
